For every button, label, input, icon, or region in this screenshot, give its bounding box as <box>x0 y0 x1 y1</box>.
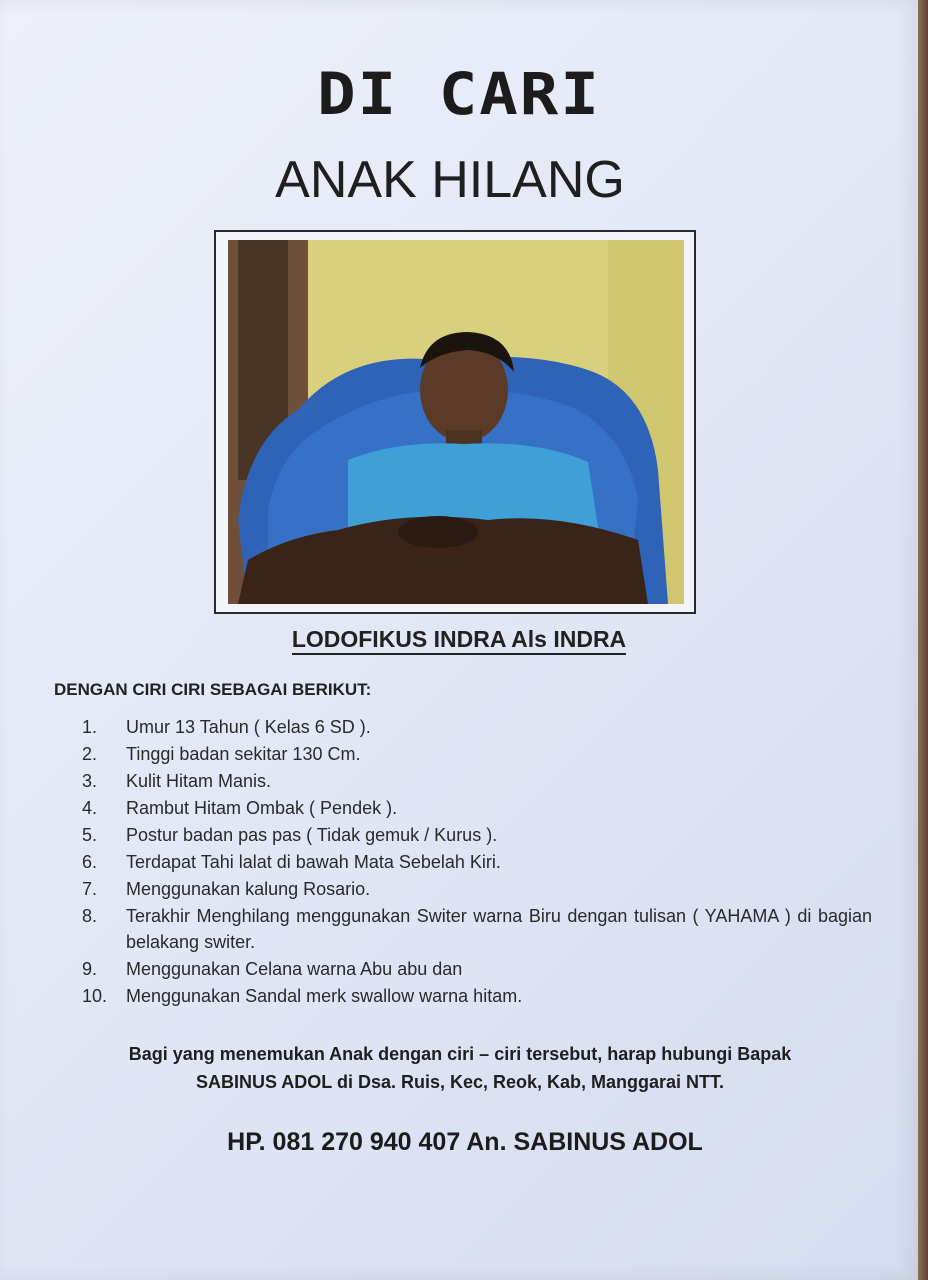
item-text: Postur badan pas pas ( Tidak gemuk / Kurus ). <box>126 825 498 845</box>
child-photo <box>228 240 684 604</box>
item-text: Menggunakan Celana warna Abu abu dan <box>126 959 463 979</box>
list-item <box>82 903 872 955</box>
item-number: 8. <box>82 906 98 926</box>
poster-subtitle: ANAK HILANG <box>275 151 625 209</box>
board-edge <box>918 0 928 1280</box>
contact-line-1: Bagi yang menemukan Anak dengan ciri – ciri tersebut, harap hubungi Bapak <box>128 1044 792 1064</box>
child-photo-illustration <box>228 240 684 604</box>
child-name-text: LODOFIKUS INDRA Als INDRA <box>292 626 626 655</box>
item-number: 9. <box>82 959 98 979</box>
list-item <box>82 956 872 982</box>
item-number: 10. <box>82 986 108 1006</box>
child-name <box>0 626 918 653</box>
item-text: Umur 13 Tahun ( Kelas 6 SD ). <box>126 717 371 737</box>
contact-line-2: SABINUS ADOL di Dsa. Ruis, Kec, Reok, Kab, Manggarai NTT. <box>195 1072 725 1092</box>
item-text: Menggunakan Sandal merk swallow warna hitam. <box>126 986 523 1006</box>
item-text: Tinggi badan sekitar 130 Cm. <box>126 744 361 764</box>
contact-info <box>40 1040 880 1096</box>
item-text: Rambut Hitam Ombak ( Pendek ). <box>126 798 398 818</box>
poster-title: DI CARI <box>317 61 601 129</box>
item-text: Kulit Hitam Manis. <box>126 771 272 791</box>
item-number: 5. <box>82 825 98 845</box>
traits-list <box>82 714 872 1010</box>
phone-number: HP. 081 270 940 407 An. SABINUS ADOL <box>227 1128 703 1156</box>
list-item <box>82 983 872 1009</box>
item-number: 2. <box>82 744 98 764</box>
item-text: Menggunakan kalung Rosario. <box>126 879 371 899</box>
list-item <box>82 714 872 740</box>
traits-heading: DENGAN CIRI CIRI SEBAGAI BERIKUT: <box>54 680 372 699</box>
item-number: 4. <box>82 798 98 818</box>
list-item <box>82 876 872 902</box>
list-item <box>82 741 872 767</box>
list-item <box>82 768 872 794</box>
item-number: 6. <box>82 852 98 872</box>
item-text: Terdapat Tahi lalat di bawah Mata Sebelah Kiri. <box>126 852 501 872</box>
item-number: 7. <box>82 879 98 899</box>
item-number: 1. <box>82 717 98 737</box>
list-item <box>82 822 872 848</box>
photo-frame <box>214 230 696 614</box>
item-number: 3. <box>82 771 98 791</box>
list-item <box>82 795 872 821</box>
item-text: Terakhir Menghilang menggunakan Switer warna Biru dengan tulisan ( YAHAMA ) di bagian belakang switer. <box>126 906 872 952</box>
list-item <box>82 849 872 875</box>
